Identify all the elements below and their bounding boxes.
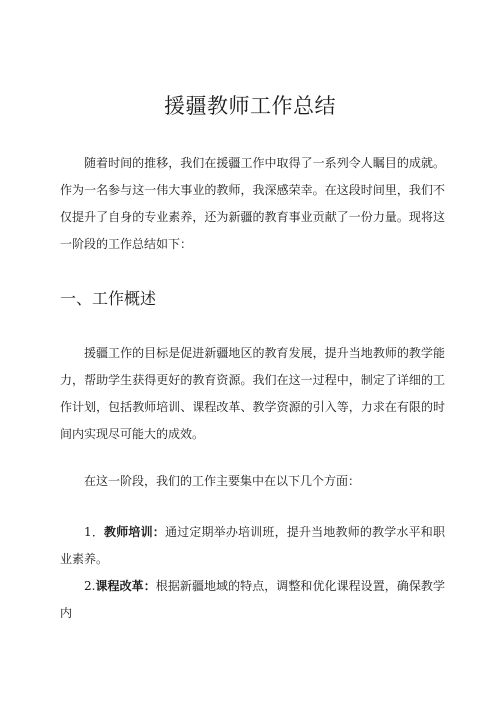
- list-item: [60, 573, 445, 627]
- list-item-label: 课程改革：: [95, 579, 156, 593]
- list-item-number: 1．: [84, 525, 105, 539]
- list-item-text: 通过定期举办培训班，提升当地教师的教学水平和职业素养。: [60, 525, 445, 566]
- document-title: 援疆教师工作总结: [164, 94, 336, 118]
- section-heading: 一、工作概述: [60, 289, 157, 308]
- focus-paragraph: 在这一阶段，我们的工作主要集中在以下几个方面：: [84, 474, 361, 488]
- list-item-number: 2.: [84, 579, 96, 593]
- overview-paragraph: 援疆工作的目标是促进新疆地区的教育发展，提升当地教师的教学能力，帮助学生获得更好的教育资源。我们在这一过程中，制定了详细的工作计划，包括教师培训、课程改革、教学资源的引入等，力求在有限的时间内实现尽可能大的成效。: [60, 346, 445, 441]
- list-item: [60, 519, 445, 573]
- intro-paragraph: 随着时间的推移，我们在援疆工作中取得了一系列令人瞩目的成就。作为一名参与这一伟大事业的教师，我深感荣幸。在这段时间里，我们不仅提升了自身的专业素养，还为新疆的教育事业贡献了一份力量。现将这一阶段的工作总结如下：: [60, 156, 445, 251]
- list-item-label: 教师培训：: [104, 525, 165, 539]
- list-item-text: 根据新疆地域的特点，调整和优化课程设置，确保教学内: [60, 579, 445, 620]
